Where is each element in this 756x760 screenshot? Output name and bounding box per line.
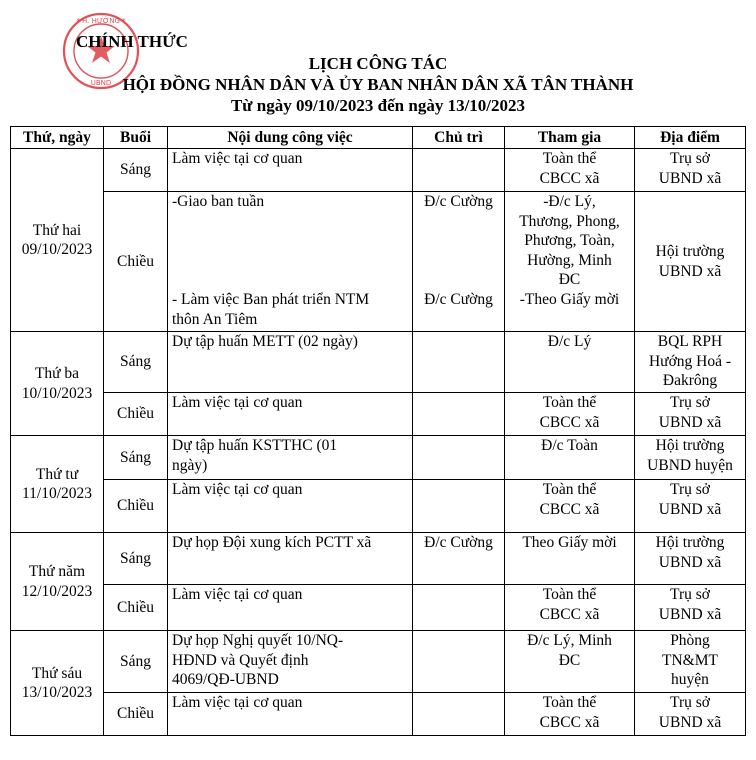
- participants-cell: Đ/c Lý, Minh ĐC: [505, 631, 635, 693]
- chair-cell: [413, 149, 505, 192]
- participants-cell: Theo Giấy mời: [505, 533, 635, 585]
- table-row: [11, 332, 746, 393]
- content-cell: Dự tập huấn KSTTHC (01 ngày): [168, 436, 413, 480]
- table-row: [11, 393, 746, 436]
- table-row: [11, 480, 746, 533]
- location-cell: Hội trường UBND huyện: [635, 436, 746, 480]
- chair-cell: Đ/c Cường: [413, 533, 505, 585]
- schedule-table: [10, 126, 746, 736]
- session-cell: Chiều: [104, 393, 168, 436]
- table-row: [11, 436, 746, 480]
- column-header: Tham gia: [505, 127, 635, 149]
- table-row: [11, 192, 746, 332]
- content-cell: Dự họp Đội xung kích PCTT xã: [168, 533, 413, 585]
- chair-cell: [413, 480, 505, 533]
- session-cell: Chiều: [104, 693, 168, 736]
- content-cell: Dự tập huấn METT (02 ngày): [168, 332, 413, 393]
- location-cell: Trụ sở UBND xã: [635, 585, 746, 631]
- chair-cell: [413, 192, 505, 332]
- participants-cell: Toàn thể CBCC xã: [505, 585, 635, 631]
- chair-cell: [413, 436, 505, 480]
- content-item: - Làm việc Ban phát triển NTM thôn An Tiêm: [172, 291, 370, 328]
- session-cell: Chiều: [104, 192, 168, 332]
- chair-cell: [413, 693, 505, 736]
- participants-item: -Đ/c Lý, Thương, Phong, Phương, Toàn, Hường, Minh ĐC: [519, 193, 620, 288]
- location-cell: Trụ sở UBND xã: [635, 480, 746, 533]
- content-cell: Làm việc tại cơ quan: [168, 393, 413, 436]
- table-header-row: [11, 127, 746, 149]
- table-row: [11, 149, 746, 192]
- participants-cell: Toàn thể CBCC xã: [505, 393, 635, 436]
- content-cell: [168, 192, 413, 332]
- table-row: [11, 533, 746, 585]
- content-cell: Làm việc tại cơ quan: [168, 149, 413, 192]
- participants-cell: Toàn thể CBCC xã: [505, 480, 635, 533]
- chair-cell: [413, 393, 505, 436]
- location-cell: Hội trường UBND xã: [635, 533, 746, 585]
- session-cell: Sáng: [104, 332, 168, 393]
- participants-cell: Đ/c Lý: [505, 332, 635, 393]
- location-cell: Trụ sở UBND xã: [635, 149, 746, 192]
- column-header: Địa điểm: [635, 127, 746, 149]
- location-cell: Trụ sở UBND xã: [635, 693, 746, 736]
- location-cell: Hội trường UBND xã: [635, 192, 746, 332]
- chair-item: Đ/c Cường: [424, 193, 493, 210]
- svg-text:UBND: UBND: [90, 79, 112, 87]
- table-row: [11, 693, 746, 736]
- participants-item: -Theo Giấy mời: [519, 291, 620, 308]
- location-cell: Trụ sở UBND xã: [635, 393, 746, 436]
- location-cell: Phòng TN&MT huyện: [635, 631, 746, 693]
- participants-cell: Đ/c Toàn: [505, 436, 635, 480]
- organization-name: HỘI ĐỒNG NHÂN DÂN VÀ ỦY BAN NHÂN DÂN XÃ TÂN THÀNH: [122, 75, 634, 94]
- content-cell: Làm việc tại cơ quan: [168, 585, 413, 631]
- document-status: CHÍNH THỨC: [76, 32, 188, 51]
- session-cell: Chiều: [104, 585, 168, 631]
- chair-cell: [413, 631, 505, 693]
- column-header: Thứ, ngày: [11, 127, 104, 149]
- chair-cell: [413, 332, 505, 393]
- column-header: Nội dung công việc: [168, 127, 413, 149]
- day-cell: Thứ tư 11/10/2023: [11, 436, 104, 533]
- day-cell: Thứ sáu 13/10/2023: [11, 631, 104, 736]
- table-row: [11, 631, 746, 693]
- content-cell: Dự họp Nghị quyết 10/NQ- HĐND và Quyết định 4069/QĐ-UBND: [168, 631, 413, 693]
- participants-cell: Toàn thể CBCC xã: [505, 149, 635, 192]
- session-cell: Sáng: [104, 631, 168, 693]
- document-title: LỊCH CÔNG TÁC: [308, 54, 448, 73]
- participants-cell: [505, 192, 635, 332]
- location-cell: BQL RPH Hướng Hoá - Đakrông: [635, 332, 746, 393]
- content-item: -Giao ban tuần: [172, 193, 265, 210]
- chair-cell: [413, 585, 505, 631]
- svg-text:* H. HƯỚNG *: * H. HƯỚNG *: [76, 17, 126, 25]
- session-cell: Sáng: [104, 533, 168, 585]
- table-row: [11, 585, 746, 631]
- session-cell: Sáng: [104, 149, 168, 192]
- date-range: Từ ngày 09/10/2023 đến ngày 13/10/2023: [230, 96, 526, 115]
- day-cell: Thứ ba 10/10/2023: [11, 332, 104, 436]
- participants-cell: Toàn thể CBCC xã: [505, 693, 635, 736]
- content-cell: Làm việc tại cơ quan: [168, 480, 413, 533]
- day-cell: Thứ năm 12/10/2023: [11, 533, 104, 631]
- content-cell: Làm việc tại cơ quan: [168, 693, 413, 736]
- session-cell: Sáng: [104, 436, 168, 480]
- column-header: Buổi: [104, 127, 168, 149]
- chair-item: Đ/c Cường: [424, 291, 493, 308]
- session-cell: Chiều: [104, 480, 168, 533]
- column-header: Chủ trì: [413, 127, 505, 149]
- day-cell: Thứ hai 09/10/2023: [11, 149, 104, 332]
